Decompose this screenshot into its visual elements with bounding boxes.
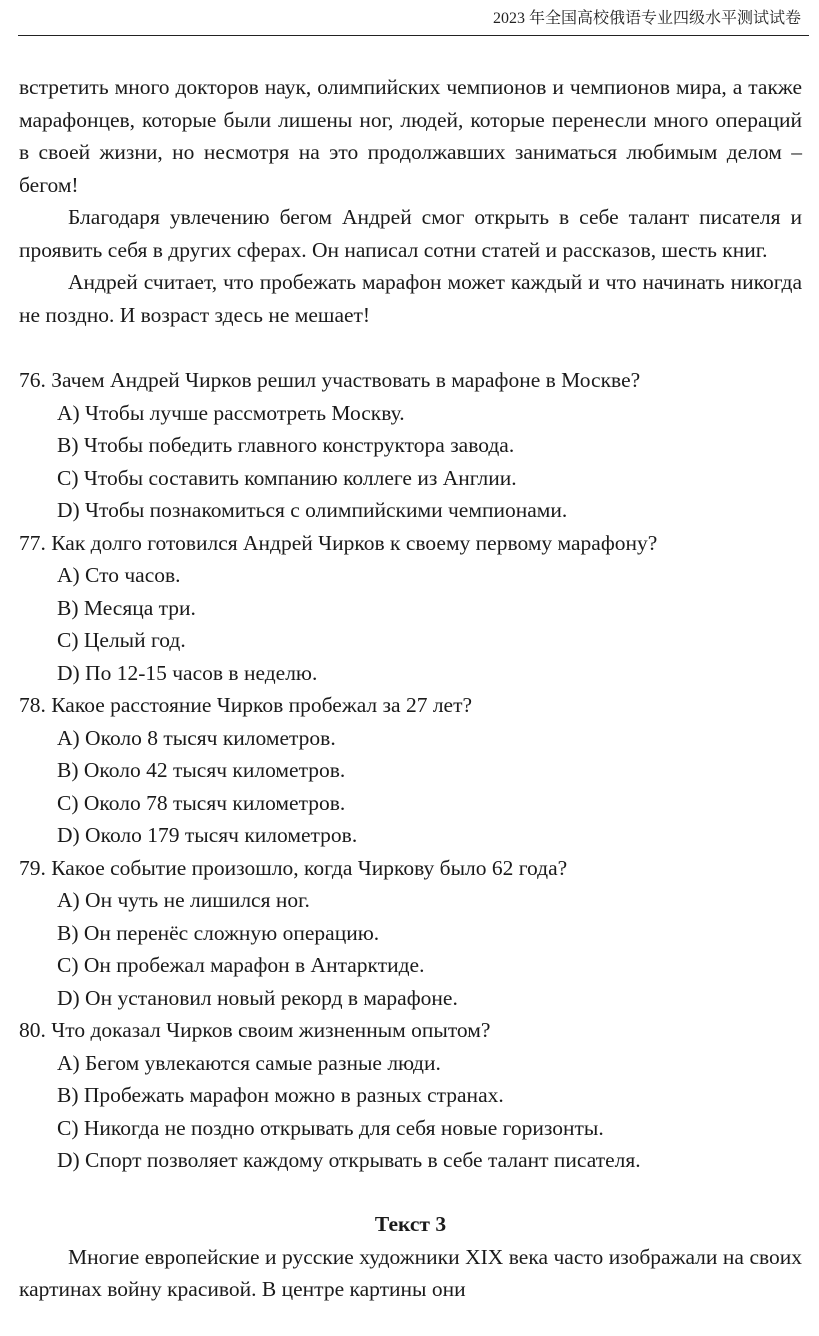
text-3-heading: Текст 3 [374, 1211, 447, 1236]
question-79 [19, 852, 802, 1015]
option-c: C) Чтобы составить компанию коллеге из Англии. [57, 465, 517, 490]
option-b: B) Месяца три. [57, 595, 196, 620]
text-3-section [19, 1207, 802, 1306]
question-text: 76. Зачем Андрей Чирков решил участвовать в марафоне в Москве? [19, 368, 641, 392]
header-divider [18, 35, 809, 36]
spacer [19, 331, 802, 364]
question-text: 78. Какое расстояние Чирков пробежал за 27 лет? [19, 693, 473, 717]
header-title: 2023 年全国高校俄语专业四级水平测试试卷 [492, 10, 801, 27]
text-3-paragraph: Многие европейские и русские художники XIX века часто изображали на своих картинах войну красивой. В центре картины они [19, 1244, 802, 1301]
option-a: A) Чтобы лучше рассмотреть Москву. [57, 400, 405, 425]
option-b: B) Он перенёс сложную операцию. [57, 920, 380, 945]
option-d: D) Он установил новый рекорд в марафоне. [57, 985, 458, 1010]
option-c: C) Никогда не поздно открывать для себя новые горизонты. [57, 1115, 604, 1140]
spacer [19, 1177, 802, 1207]
option-a: A) Около 8 тысяч километров. [57, 725, 336, 750]
option-c: C) Около 78 тысяч километров. [57, 790, 346, 815]
page-content [19, 71, 802, 1306]
option-c: C) Он пробежал марафон в Антарктиде. [57, 953, 425, 977]
question-77 [19, 527, 802, 690]
option-a: A) Сто часов. [57, 563, 181, 587]
passage-paragraph-1: встретить много докторов наук, олимпийских чемпионов и чемпионов мира, а также марафонцев, которые были лишены ног, людей, которые перенесли много операций в своей жизни, но несмотря на это продолжавших заниматься любимым делом – бегом! [19, 75, 802, 197]
option-d: D) Чтобы познакомиться с олимпийскими чемпионами. [57, 498, 568, 522]
question-text: 79. Какое событие произошло, когда Чиркову было 62 года? [19, 855, 568, 880]
question-text: 80. Что доказал Чирков своим жизненным опытом? [19, 1018, 491, 1042]
question-78 [19, 689, 802, 852]
option-b: B) Около 42 тысяч километров. [57, 758, 346, 782]
question-80 [19, 1014, 802, 1177]
page-header [18, 8, 801, 30]
questions-block [19, 364, 802, 1177]
option-b: B) Пробежать марафон можно в разных странах. [57, 1083, 504, 1107]
passage-continuation [19, 71, 802, 331]
option-d: D) Около 179 тысяч километров. [57, 823, 358, 847]
passage-paragraph-2: Благодаря увлечению бегом Андрей смог открыть в себе талант писателя и проявить себя в других сферах. Он написал сотни статей и рассказов, шесть книг. [19, 205, 802, 262]
question-text: 77. Как долго готовился Андрей Чирков к своему первому марафону? [19, 530, 658, 555]
option-c: C) Целый год. [57, 628, 186, 652]
passage-paragraph-3: Андрей считает, что пробежать марафон может каждый и что начинать никогда не поздно. И возраст здесь не мешает! [19, 270, 802, 327]
question-76 [19, 364, 802, 527]
option-a: A) Бегом увлекаются самые разные люди. [57, 1050, 441, 1075]
option-a: A) Он чуть не лишился ног. [57, 888, 310, 912]
option-d: D) По 12-15 часов в неделю. [57, 660, 318, 685]
option-d: D) Спорт позволяет каждому открывать в себе талант писателя. [57, 1148, 641, 1172]
option-b: B) Чтобы победить главного конструктора завода. [57, 433, 515, 457]
